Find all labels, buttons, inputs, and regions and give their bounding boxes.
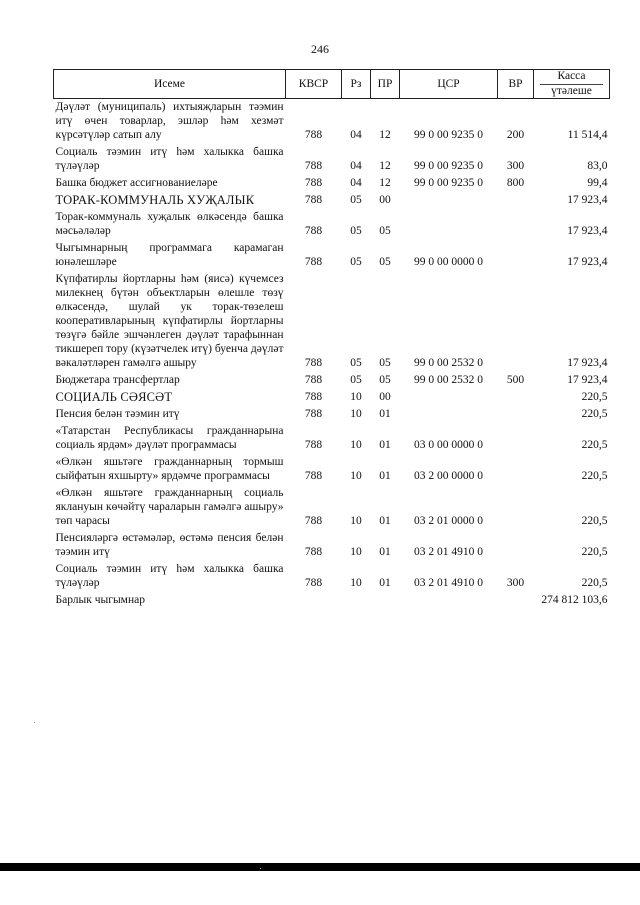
- table-body: [54, 99, 610, 610]
- cell-csr: 03 0 00 0000 0: [414, 439, 483, 451]
- cell-csr: 99 0 00 0000 0: [414, 256, 483, 268]
- cell-amount: 17 923,4: [567, 256, 608, 268]
- cell-amount: 220,5: [581, 391, 608, 403]
- cell-pr: 01: [379, 577, 391, 589]
- cell-vr: [498, 454, 534, 485]
- table-row: [54, 406, 610, 423]
- cell-csr: [400, 406, 498, 423]
- cell-amount: 17 923,4: [567, 225, 608, 237]
- total-row: [54, 592, 610, 609]
- table-row: [54, 454, 610, 485]
- cell-kvsr: 788: [304, 160, 323, 172]
- cell-pr: 01: [379, 439, 391, 451]
- scan-speck: [34, 722, 35, 723]
- cell-amount: 220,5: [581, 470, 608, 482]
- cell-rz: 10: [350, 470, 362, 482]
- cell-vr: [498, 209, 534, 240]
- header-kassa-line2: үтәлеше: [540, 84, 603, 98]
- cell-rz: 10: [350, 546, 362, 558]
- table-row: [54, 175, 610, 192]
- cell-amount: 11 514,4: [567, 129, 608, 141]
- table-row: [54, 271, 610, 372]
- cell-kvsr: 788: [304, 439, 323, 451]
- cell-vr: [498, 423, 534, 454]
- cell-rz: 05: [350, 194, 362, 206]
- cell-rz: 10: [350, 439, 362, 451]
- header-csr: ЦСР: [400, 70, 498, 99]
- cell-kvsr: 788: [304, 225, 323, 237]
- cell-amount: 99,4: [587, 177, 608, 189]
- cell-csr: 03 2 01 4910 0: [414, 546, 483, 558]
- cell-name: Пенсия белән тәэмин итү: [55, 408, 180, 420]
- cell-kvsr: 788: [304, 546, 323, 558]
- cell-vr: 300: [506, 577, 525, 589]
- cell-name: Дәүләт (муниципаль) ихтыяҗларын тәэмин итү өчен товарлар, эшләр һәм хезмәт күрсәтүләр сатып алу: [55, 101, 284, 141]
- cell-name: Күпфатирлы йортларны һәм (яисә) күчемсез милекнең бүтән объектларын өлешле төзү өлкәсендә, шулай ук торак-төзелеш кооперативларының күпфатирлы йортларны төзүгә бәйле эшчәнлеген дәүләт тарафыннан тикшереп тору (күзәтчелек итү) буенча дәүләт вәкаләтләрен гамәлгә ашыру: [55, 273, 284, 369]
- cell-kvsr: 788: [304, 470, 323, 482]
- cell-pr: 01: [379, 515, 391, 527]
- table-header: [54, 70, 610, 99]
- table-row: [54, 144, 610, 175]
- cell-name: Пенсияләргә өстәмәләр, өстәмә пенсия белән тәэмин итү: [55, 532, 284, 558]
- cell-amount: 220,5: [581, 439, 608, 451]
- page-number: 246: [311, 42, 329, 56]
- cell-rz: 04: [350, 177, 362, 189]
- cell-kvsr: 788: [304, 408, 323, 420]
- table-row: [54, 99, 610, 145]
- cell-pr: 00: [379, 194, 391, 206]
- scan-speck: [260, 868, 261, 869]
- cell-pr: 00: [379, 391, 391, 403]
- cell-name: Чыгымнарның программага карамаган юнәлешләре: [55, 242, 284, 268]
- cell-amount: 17 923,4: [567, 374, 608, 386]
- header-name: Исеме: [54, 70, 286, 99]
- cell-rz: 10: [350, 577, 362, 589]
- scan-bottom-edge: [0, 863, 640, 871]
- cell-kvsr: 788: [304, 577, 323, 589]
- cell-rz: 05: [350, 357, 362, 369]
- cell-csr: 03 2 01 4910 0: [414, 577, 483, 589]
- table-row: [54, 389, 610, 406]
- cell-csr: 99 0 00 9235 0: [414, 129, 483, 141]
- table-row: [54, 209, 610, 240]
- cell-rz: 04: [350, 160, 362, 172]
- header-kassa: [534, 70, 610, 99]
- cell-rz: 10: [350, 408, 362, 420]
- cell-name: ТОРАК-КОММУНАЛЬ ХУҖАЛЫК: [55, 193, 255, 207]
- cell-pr: 05: [379, 357, 391, 369]
- table-row: [54, 372, 610, 389]
- cell-rz: 05: [350, 374, 362, 386]
- cell-csr: [400, 389, 498, 406]
- cell-csr: 99 0 00 2532 0: [414, 357, 483, 369]
- cell-csr: 99 0 00 9235 0: [414, 177, 483, 189]
- cell-pr: 12: [379, 177, 391, 189]
- total-label: Барлык чыгымнар: [55, 594, 145, 606]
- cell-vr: 200: [506, 129, 525, 141]
- cell-pr: 05: [379, 225, 391, 237]
- cell-amount: 220,5: [581, 546, 608, 558]
- cell-kvsr: 788: [304, 374, 323, 386]
- cell-csr: [400, 209, 498, 240]
- cell-pr: 12: [379, 129, 391, 141]
- cell-name: Социаль тәэмин итү һәм халыкка башка түләүләр: [55, 146, 284, 172]
- cell-kvsr: 788: [304, 256, 323, 268]
- cell-rz: 05: [350, 225, 362, 237]
- table-row: [54, 240, 610, 271]
- cell-name: Бюджетара трансфертлар: [55, 374, 180, 386]
- cell-pr: 05: [379, 374, 391, 386]
- cell-name: Социаль тәэмин итү һәм халыкка башка түләүләр: [55, 563, 284, 589]
- cell-vr: [498, 192, 534, 209]
- cell-csr: 99 0 00 2532 0: [414, 374, 483, 386]
- cell-pr: 05: [379, 256, 391, 268]
- cell-kvsr: 788: [304, 177, 323, 189]
- cell-rz: 10: [350, 515, 362, 527]
- header-rz: Рз: [342, 70, 371, 99]
- cell-amount: 17 923,4: [567, 194, 608, 206]
- cell-vr: 300: [506, 160, 525, 172]
- cell-amount: 220,5: [581, 408, 608, 420]
- cell-name: «Өлкән яшьтәге гражданнарның социаль яклануын көчәйтү чараларын гамәлгә ашыру» төп чарасы: [55, 487, 284, 527]
- cell-pr: 01: [379, 546, 391, 558]
- cell-kvsr: 788: [304, 515, 323, 527]
- cell-kvsr: 788: [304, 391, 323, 403]
- header-kassa-line1: Касса: [557, 70, 586, 82]
- cell-vr: 500: [506, 374, 525, 386]
- cell-vr: [498, 406, 534, 423]
- cell-name: «Татарстан Республикасы гражданнарына социаль ярдәм» дәүләт программасы: [55, 425, 284, 451]
- cell-csr: 03 2 01 0000 0: [414, 515, 483, 527]
- cell-csr: 03 2 00 0000 0: [414, 470, 483, 482]
- cell-rz: 05: [350, 256, 362, 268]
- cell-pr: 12: [379, 160, 391, 172]
- cell-rz: 10: [350, 391, 362, 403]
- table-row: [54, 530, 610, 561]
- cell-vr: [498, 530, 534, 561]
- cell-pr: 01: [379, 408, 391, 420]
- cell-vr: [498, 240, 534, 271]
- cell-pr: 01: [379, 470, 391, 482]
- table-row: [54, 485, 610, 530]
- table-row: [54, 423, 610, 454]
- table-row: [54, 561, 610, 592]
- cell-name: Башка бюджет ассигнованиеләре: [55, 177, 218, 189]
- total-amount: 274 812 103,6: [541, 594, 608, 606]
- cell-csr: [400, 192, 498, 209]
- cell-vr: 800: [506, 177, 525, 189]
- cell-name: СОЦИАЛЬ СӘЯСӘТ: [55, 390, 173, 404]
- table-row: [54, 192, 610, 209]
- cell-amount: 17 923,4: [567, 357, 608, 369]
- cell-name: «Өлкән яшьтәге гражданнарның тормыш сыйфатын яхшырту» ярдәмче программасы: [55, 456, 284, 482]
- cell-name: Торак-коммуналь хуҗалык өлкәсендә башка мәсьәләләр: [55, 211, 284, 237]
- cell-amount: 220,5: [581, 515, 608, 527]
- budget-table: [53, 69, 610, 609]
- header-vr: ВР: [498, 70, 534, 99]
- cell-vr: [498, 485, 534, 530]
- header-kvsr: КВСР: [286, 70, 342, 99]
- cell-csr: 99 0 00 9235 0: [414, 160, 483, 172]
- cell-kvsr: 788: [304, 194, 323, 206]
- header-pr: ПР: [371, 70, 400, 99]
- cell-amount: 220,5: [581, 577, 608, 589]
- cell-vr: [498, 389, 534, 406]
- cell-rz: 04: [350, 129, 362, 141]
- cell-amount: 83,0: [587, 160, 608, 172]
- cell-vr: [498, 271, 534, 372]
- cell-kvsr: 788: [304, 129, 323, 141]
- cell-kvsr: 788: [304, 357, 323, 369]
